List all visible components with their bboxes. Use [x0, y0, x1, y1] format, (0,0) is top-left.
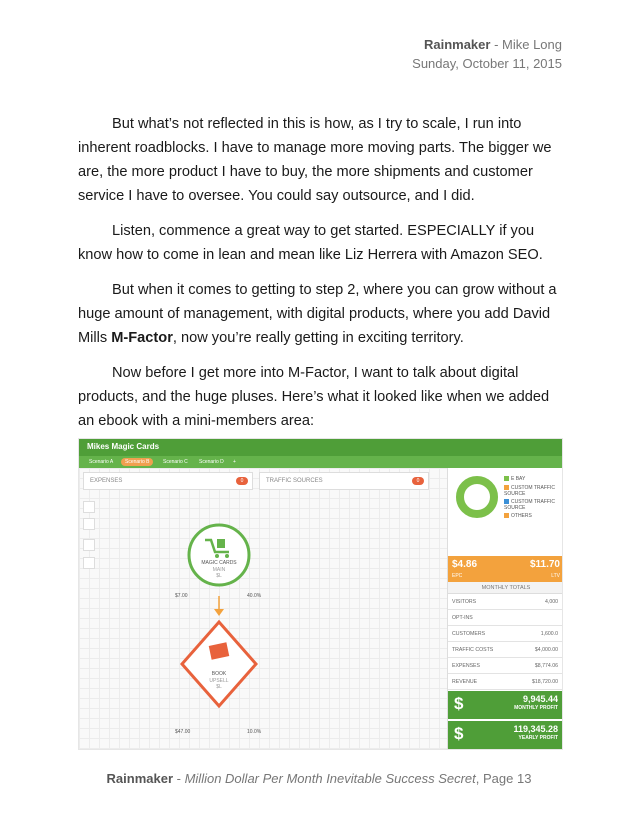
- traffic-sources-label: TRAFFIC SOURCES: [266, 478, 323, 484]
- legend-swatch-custom-1: [504, 485, 509, 490]
- metric-row: CUSTOMERS 1,600.0: [448, 626, 563, 642]
- scenario-tab-bar: [79, 456, 562, 468]
- ltv-label: LTV: [551, 573, 560, 579]
- traffic-sources-count: 0: [412, 477, 424, 485]
- metric-row: VISITORS 4,000: [448, 594, 563, 610]
- tab-scenario-c: Scenario C: [163, 459, 188, 465]
- metric-row: REVENUE $18,720.00: [448, 674, 563, 690]
- magic-cards-label: MAGIC CARDS: [201, 560, 237, 566]
- traffic-donut-chart: [454, 474, 500, 520]
- legend-swatch-others: [504, 513, 509, 518]
- magic-cards-sub: $L: [216, 573, 222, 579]
- tab-scenario-d: Scenario D: [199, 459, 224, 465]
- m-factor-text: M-Factor: [111, 330, 173, 346]
- tab-scenario-a: Scenario A: [89, 459, 114, 465]
- paragraph-3: [78, 278, 562, 350]
- header-author: - Mike Long: [490, 37, 562, 52]
- book-label: BOOK: [211, 671, 227, 677]
- expenses-count: 0: [236, 477, 248, 485]
- flow-arrow-head: [214, 609, 224, 616]
- body-text: [78, 112, 562, 444]
- monthly-profit-value: 9,945.44: [522, 694, 558, 704]
- monthly-profit-box: [448, 691, 563, 719]
- metric-row: TRAFFIC COSTS $4,000.00: [448, 642, 563, 658]
- kpi-bar: [448, 556, 563, 582]
- paragraph-3-end: , now you’re really getting in exciting territory.: [172, 330, 464, 346]
- epc-value: $4.86: [452, 559, 478, 570]
- header-date: Sunday, October 11, 2015: [412, 56, 562, 71]
- app-title-bar: [79, 439, 562, 456]
- expenses-label: EXPENSES: [90, 478, 123, 484]
- dollar-icon: $: [454, 694, 464, 713]
- legend-others: OTHERS: [504, 513, 532, 519]
- book-type: UPSELL: [209, 678, 229, 684]
- paragraph-4: Now before I get more into M-Factor, I want to talk about digital products, and the huge pluses. Here’s what it looked like when we added an ebook with a mini-members area:: [78, 365, 550, 429]
- yearly-profit-box: [448, 721, 563, 750]
- legend-ebay: E BAY: [504, 476, 525, 482]
- donut-ring: [460, 480, 494, 514]
- metric-row: OPT-INS: [448, 610, 563, 626]
- book-price: $47.00: [175, 729, 191, 735]
- dollar-icon: $: [454, 724, 464, 743]
- paragraph-2: Listen, commence a great way to get started. ESPECIALLY if you know how to come in lean and mean like Liz Herrera with Amazon SEO.: [78, 223, 543, 263]
- legend-swatch-custom-2: [504, 499, 509, 504]
- header-brand: Rainmaker: [423, 37, 491, 52]
- footer-title: Million Dollar Per Month Inevitable Success Secret: [184, 771, 476, 786]
- paragraph-1: But what’s not reflected in this is how, as I try to scale, I run into inherent roadblocks. I have to manage more moving parts. The bigger we are, the more product I have to buy, the more shipments and customer service I have to oversee. You could say outsource, and I did.: [78, 116, 552, 204]
- metric-row: EXPENSES $8,774.06: [448, 658, 563, 674]
- book-node: [182, 622, 256, 706]
- tab-add: +: [233, 459, 236, 465]
- footer-brand: Rainmaker: [106, 771, 174, 786]
- epc-label: EPC: [452, 573, 463, 579]
- funnel-canvas: [79, 468, 447, 750]
- yearly-profit-value: 119,345.28: [513, 724, 558, 734]
- legend-custom-traffic-2: CUSTOM TRAFFIC SOURCE: [504, 499, 555, 511]
- tab-scenario-b: Scenario B: [121, 458, 153, 466]
- metrics-sidebar: [447, 468, 563, 750]
- magic-cards-rate: 40.0%: [247, 593, 262, 599]
- app-title: Mikes Magic Cards: [87, 442, 160, 451]
- page-footer: Rainmaker - Million Dollar Per Month Inevitable Success Secret, Page 13: [106, 771, 532, 786]
- footer-page: , Page 13: [475, 771, 532, 786]
- monthly-totals-header: MONTHLY TOTALS: [448, 582, 563, 594]
- magic-cards-type: MAIN: [212, 567, 226, 573]
- book-rate: 10.0%: [247, 729, 262, 735]
- funnel-diagram: [79, 468, 447, 750]
- funnel-app-screenshot: [78, 438, 563, 750]
- magic-cards-price: $7.00: [175, 593, 188, 599]
- yearly-profit-label: YEARLY PROFIT: [518, 735, 558, 741]
- ltv-value: $11.70: [529, 559, 560, 570]
- page-header: [412, 35, 562, 73]
- monthly-profit-label: MONTHLY PROFIT: [514, 705, 558, 711]
- legend-custom-traffic-1: CUSTOM TRAFFIC SOURCE: [504, 485, 555, 497]
- book-sub: $L: [216, 684, 222, 690]
- legend-swatch-ebay: [504, 476, 509, 481]
- paragraph-3-start: But when it comes to getting to step 2, where you can grow without a huge amount of management, with digital products, where you add David Mills: [78, 282, 557, 346]
